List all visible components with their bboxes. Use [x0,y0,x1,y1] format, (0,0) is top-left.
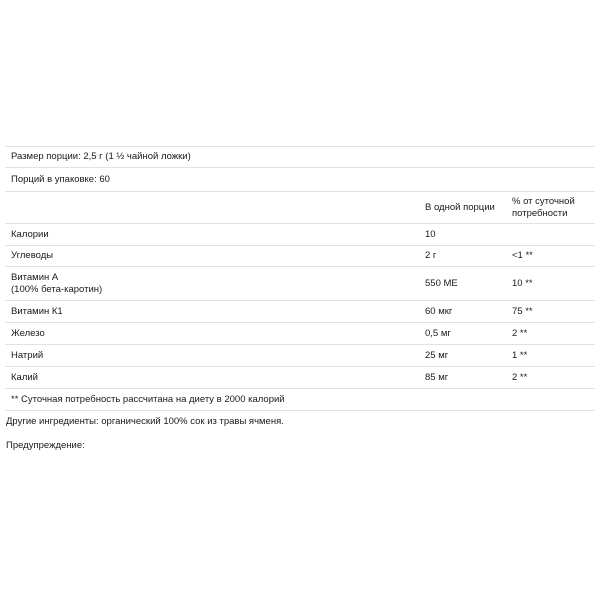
servings-per-container-text: Порций в упаковке: 60 [11,173,110,185]
nutrient-daily-value: 10 ** [512,277,533,289]
table-row [5,367,595,389]
nutrient-amount: 2 г [425,250,437,261]
nutrient-amount: 550 МЕ [425,277,458,289]
table-row [5,301,595,323]
nutrient-daily-value: <1 ** [512,250,533,261]
footnote-row [5,389,595,411]
supplement-facts-table [5,146,595,411]
table-header-row [5,192,595,224]
table-row [5,267,595,301]
nutrient-daily-value: 1 ** [512,349,528,361]
other-ingredients: Другие ингредиенты: органический 100% сок из травы ячменя. [6,416,284,427]
header-amount: В одной порции [425,201,495,213]
nutrient-name [5,272,418,296]
header-daily-value-line1: % от суточной [512,195,575,207]
nutrient-daily-value: 2 ** [512,371,528,383]
nutrient-amount: 0,5 мг [425,327,451,339]
nutrient-name: Калории [11,228,49,240]
servings-per-container-row [5,168,595,192]
table-row [5,246,595,267]
nutrient-daily-value: 75 ** [512,305,533,317]
header-daily-value-line2: потребности [512,207,568,219]
header-daily-value [508,196,595,220]
serving-size-row [5,146,595,168]
nutrient-name: Натрий [11,349,44,361]
table-row [5,224,595,246]
nutrient-amount: 85 мг [425,371,449,383]
nutrient-name: Витамин К1 [11,305,63,317]
nutrient-amount: 10 [425,228,436,240]
warning-heading: Предупреждение: [6,440,85,451]
nutrient-name-line2: (100% бета-каротин) [11,283,103,295]
table-row [5,323,595,345]
nutrient-amount: 25 мг [425,349,449,361]
nutrient-name: Железо [11,327,45,339]
nutrient-name-line1: Витамин А [11,271,59,283]
table-row [5,345,595,367]
serving-size-text: Размер порции: 2,5 г (1 ½ чайной ложки) [11,151,191,162]
nutrient-name: Калий [11,371,38,383]
nutrient-amount: 60 мкг [425,305,453,317]
nutrient-daily-value: 2 ** [512,327,528,339]
nutrient-name: Углеводы [11,250,54,261]
footnote-text: ** Суточная потребность рассчитана на диету в 2000 калорий [11,393,285,405]
